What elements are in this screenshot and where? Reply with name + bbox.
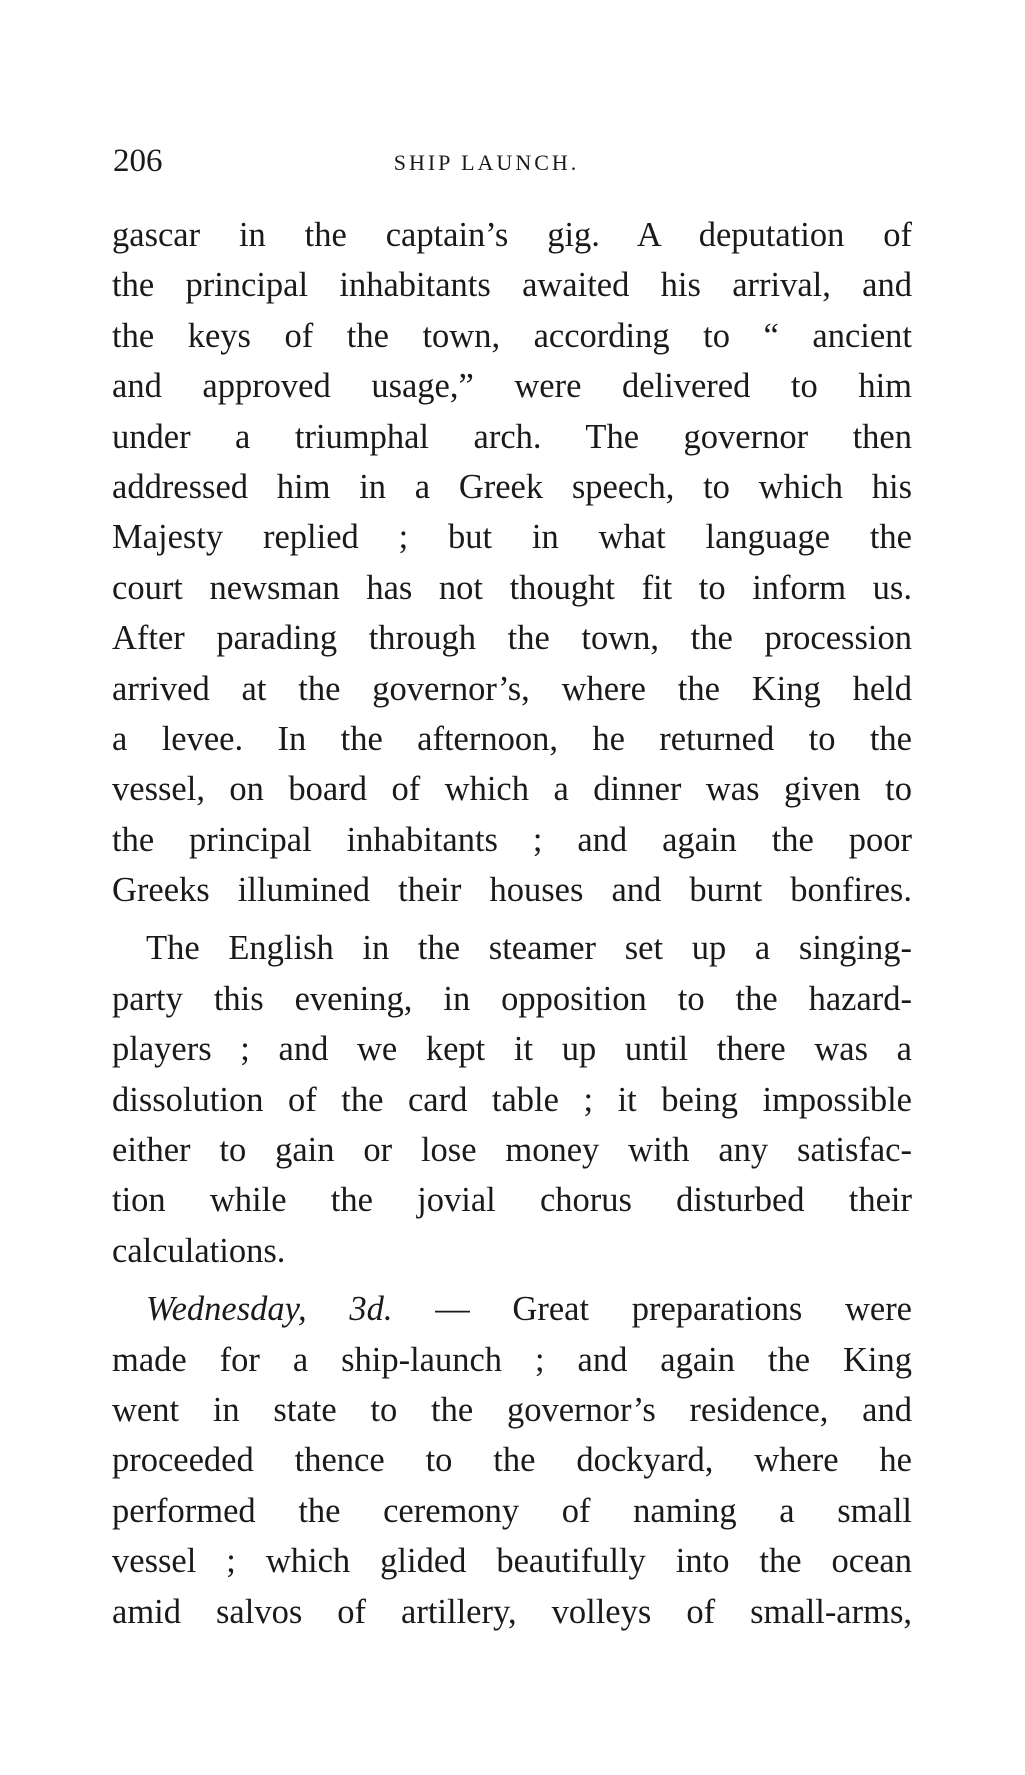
text-line: party this evening, in opposition to the hazard- [112,979,912,1018]
page-number: 206 [113,143,163,179]
text-line: arrived at the governor’s, where the King held [112,669,912,708]
text-line: calculations. [112,1231,286,1270]
text-line: the keys of the town, according to “ ancient [112,316,912,355]
text-line: went in state to the governor’s residence, and [112,1390,912,1429]
text-line: performed the ceremony of naming a small [112,1491,912,1530]
diary-date: Wednesday, 3d. [146,1290,393,1329]
paragraph-gap [112,915,912,923]
text-line: Greeks illumined their houses and burnt bonfires. [112,871,912,910]
text-line: proceeded thence to the dockyard, where he [112,1441,912,1480]
paragraph-2 [112,923,912,1276]
text-line [112,1284,912,1334]
text-line: court newsman has not thought fit to inform us. [112,568,912,607]
paragraph-gap [112,1276,912,1284]
text-line: the principal inhabitants awaited his arrival, and [112,266,912,305]
text-line: Majesty replied ; but in what language the [112,518,912,557]
text-line: addressed him in a Greek speech, to which his [112,467,912,506]
paragraph-3 [112,1284,912,1637]
running-head [113,136,913,186]
body-text [112,210,912,1637]
text-line: After parading through the town, the procession [112,619,912,658]
text-line: a levee. In the afternoon, he returned to the [112,719,912,758]
text-line: vessel ; which glided beautifully into the ocean [112,1542,912,1581]
text-line: gascar in the captain’s gig. A deputation of [112,216,912,254]
text-line: tion while the jovial chorus disturbed their [112,1181,912,1220]
text-line: players ; and we kept it up until there was a [112,1030,912,1069]
text-line: the principal inhabitants ; and again the poor [112,820,912,859]
text-line: vessel, on board of which a dinner was given to [112,770,912,809]
text-line: either to gain or lose money with any satisfac- [112,1131,912,1170]
running-title: SHIP LAUNCH. [393,150,580,175]
paragraph-1 [112,210,912,915]
text-line: The English in the steamer set up a singing- [146,929,912,968]
text-line: amid salvos of artillery, volleys of small-arms, [112,1592,912,1631]
text-fragment: — Great preparations were [392,1290,912,1329]
text-line: under a triumphal arch. The governor then [112,417,912,456]
text-line: and approved usage,” were delivered to him [112,367,912,406]
text-line: made for a ship-launch ; and again the King [112,1340,912,1379]
text-line: dissolution of the card table ; it being impossible [112,1080,912,1119]
